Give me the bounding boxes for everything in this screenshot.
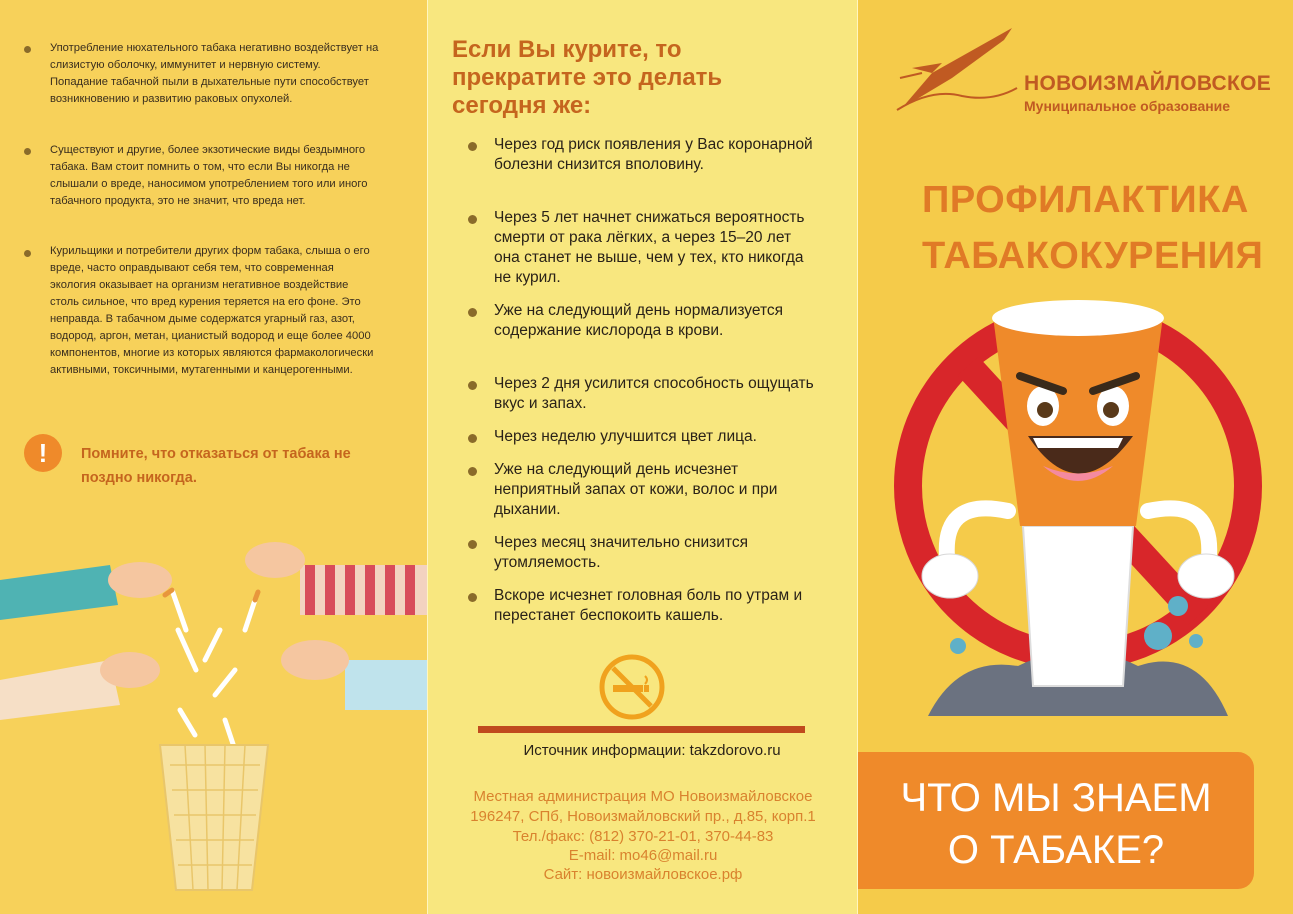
quit-heading: Если Вы курите, то прекратите это делать сегодня же: [452,36,723,119]
bullet [468,434,477,443]
logo-subtitle: Муниципальное образование [1024,98,1231,114]
banner-line-1: ЧТО МЫ ЗНАЕМ [900,776,1212,820]
bullet [468,540,477,549]
bullet [468,381,477,390]
banner-line-2: О ТАБАКЕ? [947,828,1165,872]
bullet [468,593,477,602]
benefit-item: Через 2 дня усилится способность ощущать вкус и запах. [494,375,814,412]
source-rule [478,726,805,733]
bullet [468,142,477,151]
benefit-item: Через месяц значительно снизится утомляемость. [494,534,748,571]
left-panel [0,0,428,914]
title-line-2: ТАБАКОКУРЕНИЯ [922,235,1264,277]
no-smoking-sign [878,296,1278,726]
hands-trash-illustration [0,520,428,900]
source-text: Источник информации: takzdorovo.ru [523,742,781,759]
benefit-item: Через год риск появления у Вас коронарной болезни снизится вполовину. [494,136,813,173]
exclamation-icon: ! [24,434,62,472]
contact-admin: Местная администрация МО Новоизмайловское [473,788,813,805]
bullet [24,148,31,155]
contact-site: Сайт: новоизмайловское.рф [543,866,743,883]
logo-name: НОВОИЗМАЙЛОВСКОЕ [1024,72,1272,95]
bullet [24,46,31,53]
contact-address: 196247, СПб, Новоизмайловский пр., д.85, корп.1 [470,808,816,825]
paragraph-snuff: Употребление нюхательного табака негативно воздействует на слизистую оболочку, иммунитет и нервную систему. Попадание табачной пыли в дыхательные пути способствует возникновению и развитию раковых опухолей. [50,42,379,105]
bullet [468,215,477,224]
main-title [922,172,1263,284]
contact-phone: Тел./факс: (812) 370-21-01, 370-44-83 [512,828,774,845]
benefit-item: Уже на следующий день нормализуется содержание кислорода в крови. [494,302,784,339]
benefit-item: Уже на следующий день исчезнет неприятный запах от кожи, волос и при дыхании. [494,461,778,518]
contact-email: E-mail: mo46@mail.ru [568,847,718,864]
banner-box [858,752,1254,889]
bullet [468,308,477,317]
benefit-item: Вскоре исчезнет головная боль по утрам и перестанет беспокоить кашель. [494,587,803,624]
bullet [468,467,477,476]
right-panel [858,0,1293,914]
reminder-text: Помните, что отказаться от табака не поздно никогда. [81,446,351,486]
title-line-1: ПРОФИЛАКТИКА [922,179,1249,221]
no-smoking-icon [599,654,665,720]
middle-panel [428,0,858,914]
benefit-item: Через 5 лет начнет снижаться вероятность смерти от рака лёгких, а через 15–20 лет она станет не выше, чем у тех, кто никогда не курил. [494,209,805,286]
bullet [24,250,31,257]
benefit-item: Через неделю улучшится цвет лица. [494,428,757,445]
airplane-logo-icon [892,18,1022,118]
paragraph-smoke-components: Курильщики и потребители других форм табака, слыша о его вреде, часто оправдывают себя тем, что современная экология оказывает на организм негативное воздействие столь сильное, что вред курения теряется на его фоне. Это неправда. В табачном дыме содержатся угарный газ, азот, водород, аргон, метан, цианистый водород и еще более 4000 компонентов, многие из которых являются фармакологически активными, токсичными, мутагенными и канцерогенными. [50,245,374,376]
paragraph-smokeless: Существуют и другие, более экзотические виды бездымного табака. Вам стоит помнить о том, что если Вы никогда не слышали о вреде, наносимом употреблением того или иного табачного продукта, это не значит, что вреда нет. [50,144,368,207]
